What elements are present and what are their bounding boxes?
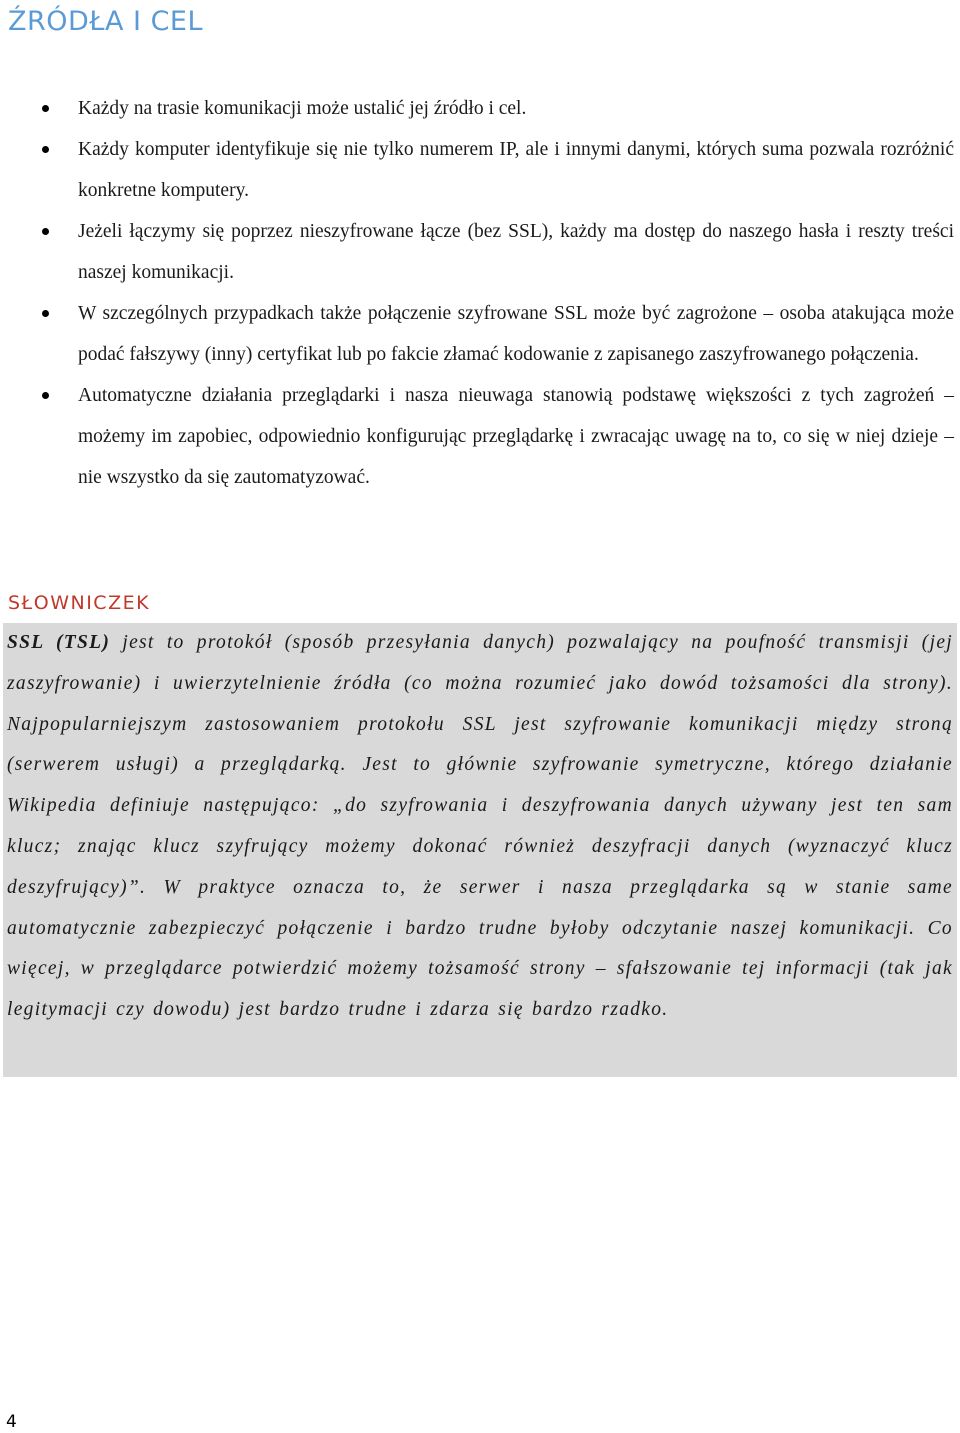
list-item (0, 211, 960, 293)
page-title: ŹRÓDŁA I CEL (8, 6, 204, 37)
bullet-icon (42, 310, 49, 317)
bullet-icon (42, 392, 49, 399)
list-item (0, 129, 960, 211)
glossary-definition: jest to protokół (sposób przesyłania danych) pozwalający na poufność transmisji (jej zaszyfrowanie) i uwierzytelnienie źródła (co można rozumieć jako dowód tożsamości dla strony). Najpopularniejszym zastosowaniem protokołu SSL jest szyfrowanie komunikacji między stroną (serwerem usługi) a przeglądarką. Jest to głównie szyfrowanie symetryczne, którego działanie Wikipedia definiuje następująco: „do szyfrowania i deszyfrowania danych używany jest ten sam klucz; znając klucz szyfrujący możemy dokonać również deszyfracji danych (wyznaczyć klucz deszyfrujący)”. W praktyce oznacza to, że serwer i nasza przeglądarka są w stanie same automatycznie zabezpieczyć połączenie i bardzo trudne byłoby odczytanie naszej komunikacji. Co więcej, w przeglądarce potwierdzić możemy tożsamość strony – sfałszowanie tej informacji (tak jak legitymacji czy dowodu) jest bardzo trudne i zdarza się bardzo rzadko. (7, 632, 953, 1021)
glossary-box (3, 623, 957, 1077)
bullet-icon (42, 228, 49, 235)
list-item-text: W szczególnych przypadkach także połączenie szyfrowane SSL może być zagrożone – osoba atakująca może podać fałszywy (inny) certyfikat lub po fakcie złamać kodowanie z zapisanego zaszyfrowanego połączenia. (78, 303, 954, 365)
list-item-text: Jeżeli łączymy się poprzez nieszyfrowane łącze (bez SSL), każdy ma dostęp do naszego hasła i reszty treści naszej komunikacji. (78, 221, 954, 283)
glossary-heading: SŁOWNICZEK (8, 592, 151, 614)
list-item (0, 375, 960, 498)
list-item-text: Każdy na trasie komunikacji może ustalić jej źródło i cel. (78, 98, 527, 119)
page-number: 4 (6, 1412, 17, 1432)
bullet-icon (42, 146, 49, 153)
list-item (0, 293, 960, 375)
glossary-term: SSL (TSL) (7, 632, 111, 653)
list-item-text: Automatyczne działania przeglądarki i nasza nieuwaga stanowią podstawę większości z tych zagrożeń – możemy im zapobiec, odpowiednio konfigurując przeglądarkę i zwracając uwagę na to, co się w niej dzieje – nie wszystko da się zautomatyzować. (78, 385, 954, 488)
bullet-list (0, 88, 960, 498)
bullet-icon (42, 105, 49, 112)
list-item (0, 88, 960, 129)
list-item-text: Każdy komputer identyfikuje się nie tylko numerem IP, ale i innymi danymi, których suma pozwala rozróżnić konkretne komputery. (78, 139, 954, 201)
